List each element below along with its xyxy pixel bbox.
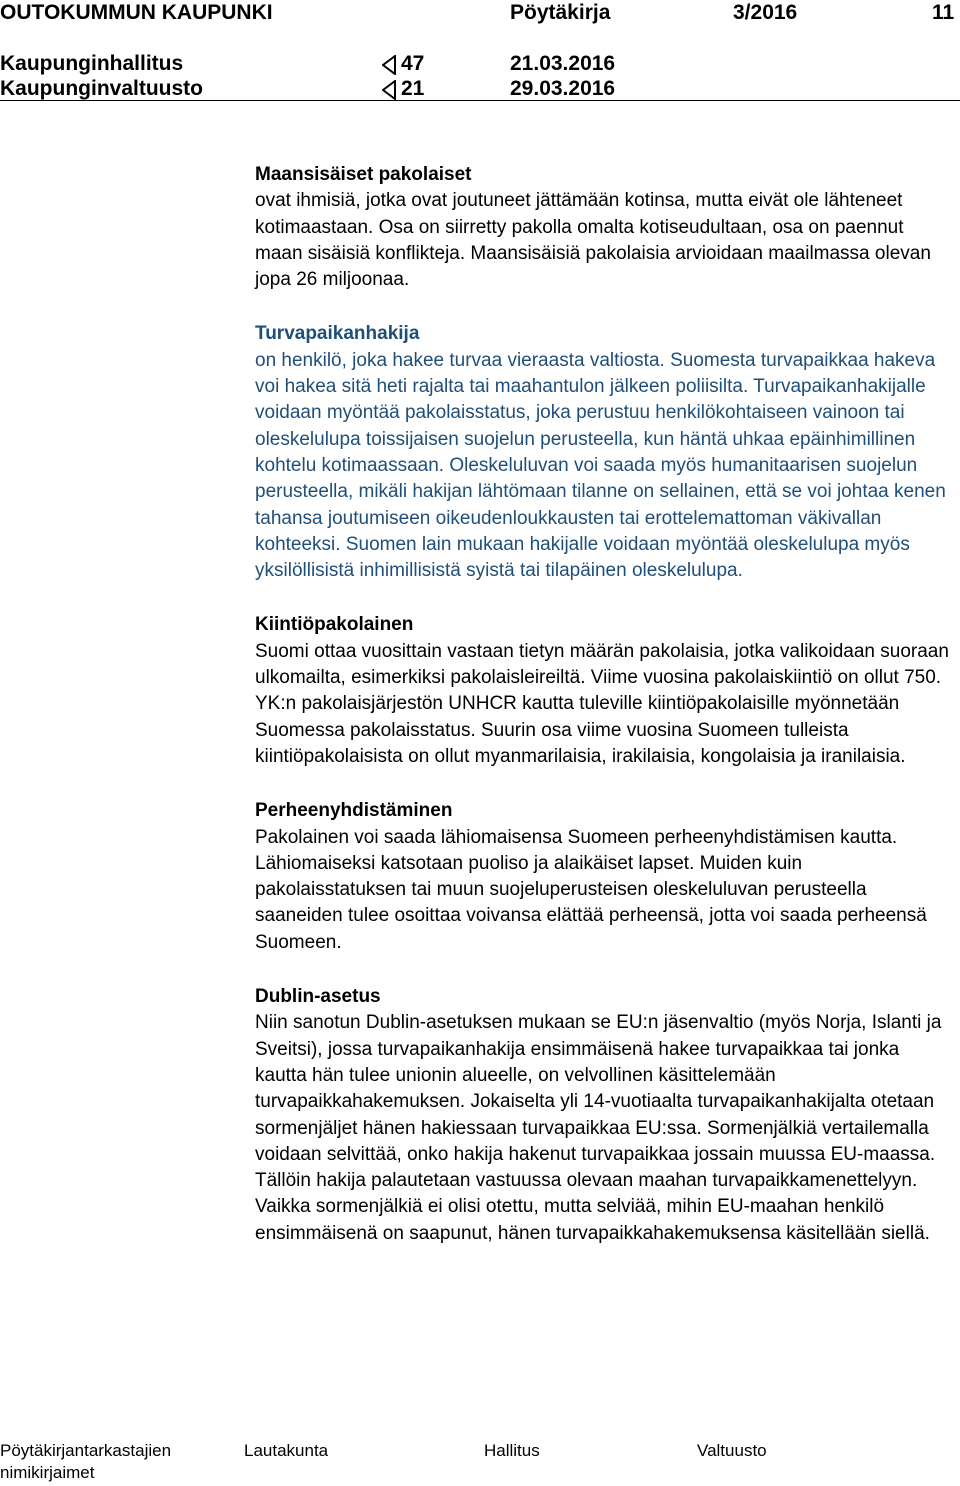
section-marker-icon xyxy=(382,80,396,100)
meeting-section-number: 21 xyxy=(401,77,425,100)
meeting-body: Kaupunginhallitus xyxy=(0,52,184,75)
city-name: OUTOKUMMUN KAUPUNKI xyxy=(0,1,273,24)
section-paragraph: on henkilö, joka hakee turvaa vieraasta valtiosta. Suomesta turvapaikkaa hakeva voi hakea sitä heti rajalta tai maahantulon jälkeen poliisilta. Turvapaikanhakijalle voidaan myöntää pakolaisstatus, joka perustuu henkilökohtaiseen vainoon tai oleskelulupa toissijaisen suojelun perusteella, kun häntä uhkaa epäinhimillinen kohtelu kotimaassaan. Oleskeluluvan voi saada myös humanitaarisen suojelun perusteella, mikäli hakijan lähtömaan tilanne on sellainen, että se voi johtaa kenen tahansa joutumiseen oikeudenloukkausten tai erottelemattoman väkivallan kohteeksi. Suomen lain mukaan hakijalle voidaan myöntää oleskelulupa myös yksilöllisistä inhimillisistä syistä tai tilapäinen oleskelulupa. xyxy=(255,349,946,582)
section-heading: Kiintiöpakolainen xyxy=(255,614,414,636)
section-dublin-regulation xyxy=(255,984,955,1247)
page-number: 11 xyxy=(932,1,955,24)
document-type: Pöytäkirja xyxy=(510,1,611,24)
section-internally-displaced xyxy=(255,162,955,293)
section-heading: Turvapaikanhakija xyxy=(255,323,420,345)
footer-label: Pöytäkirjantarkastajien xyxy=(0,1441,172,1460)
footer-label: nimikirjaimet xyxy=(0,1463,95,1482)
section-paragraph: Pakolainen voi saada lähiomaisensa Suomeen perheenyhdistämisen kautta. Lähiomaiseksi katsotaan puoliso ja alaikäiset lapset. Muiden kuin pakolaisstatuksen tai muun suojeluperusteisen oleskeluluvan perusteella saaneiden tulee osoittaa voivansa elättää perheensä, jotta voi saada perheensä Suomeen. xyxy=(255,826,927,953)
document-number: 3/2016 xyxy=(733,1,798,24)
meeting-section-number: 47 xyxy=(401,52,425,75)
meeting-body: Kaupunginvaltuusto xyxy=(0,77,203,100)
section-paragraph: Suomi ottaa vuosittain vastaan tietyn määrän pakolaisia, jotka valikoidaan suoraan ulkomailta, esimerkiksi pakolaisleireiltä. Viime vuosina pakolaiskiintiö on ollut 750. YK:n pakolaisjärjestön UNHCR kautta tuleville kiintiöpakolaisille myönnetään Suomessa pakolaisstatus. Suurin osa viime vuosina Suomeen tulleista kiintiöpakolaisista on ollut myanmarilaisia, irakilaisia, kongolaisia ja iranilaisia. xyxy=(255,640,949,767)
section-marker-icon xyxy=(382,55,396,75)
section-heading: Perheenyhdistäminen xyxy=(255,800,453,822)
section-paragraph: ovat ihmisiä, jotka ovat joutuneet jättämään kotinsa, mutta eivät ole lähteneet kotimaastaan. Osa on siirretty pakolla omalta kotiseudultaan, osa on paennut maan sisäisiä konflikteja. Maansisäisiä pakolaisia arvioidaan maailmassa olevan jopa 26 miljoonaa. xyxy=(255,190,931,291)
section-quota-refugee xyxy=(255,612,955,770)
footer-board: Lautakunta xyxy=(244,1441,329,1460)
footer-government: Hallitus xyxy=(484,1441,540,1460)
footer-minutes-checkers xyxy=(0,1440,171,1484)
document-body xyxy=(255,162,955,1275)
meeting-date: 29.03.2016 xyxy=(510,77,616,100)
section-asylum-seeker xyxy=(255,321,955,584)
section-heading: Maansisäiset pakolaiset xyxy=(255,164,472,185)
meeting-date: 21.03.2016 xyxy=(510,52,616,75)
section-family-reunification xyxy=(255,798,955,956)
section-paragraph: Niin sanotun Dublin-asetuksen mukaan se EU:n jäsenvaltio (myös Norja, Islanti ja Sveitsi), jossa turvapaikanhakija ensimmäisenä hakee turvapaikkaa tai jonka kautta hän tulee unionin alueelle, on velvollinen käsittelemään turvapaikkahakemuksen. Jokaiselta yli 14-vuotiaalta turvapaikanhakijalta otetaan sormenjäljet hänen hakiessaan turvapaikkaa EU:ssa. Sormenjälkiä vertailemalla voidaan selvittää, onko hakija hakenut turvapaikkaa jossain muussa EU-maassa. Tällöin hakija palautetaan vastuussa olevaan maahan turvapaikkamenettelyyn. Vaikka sormenjälkiä ei olisi otettu, mutta selviää, mihin EU-maahan henkilö ensimmäisenä on saapunut, hänen turvapaikkahakemuksensa käsitellään siellä. xyxy=(255,1012,942,1244)
footer-council: Valtuusto xyxy=(697,1441,767,1460)
section-heading: Dublin-asetus xyxy=(255,986,381,1008)
header-divider xyxy=(0,100,960,101)
